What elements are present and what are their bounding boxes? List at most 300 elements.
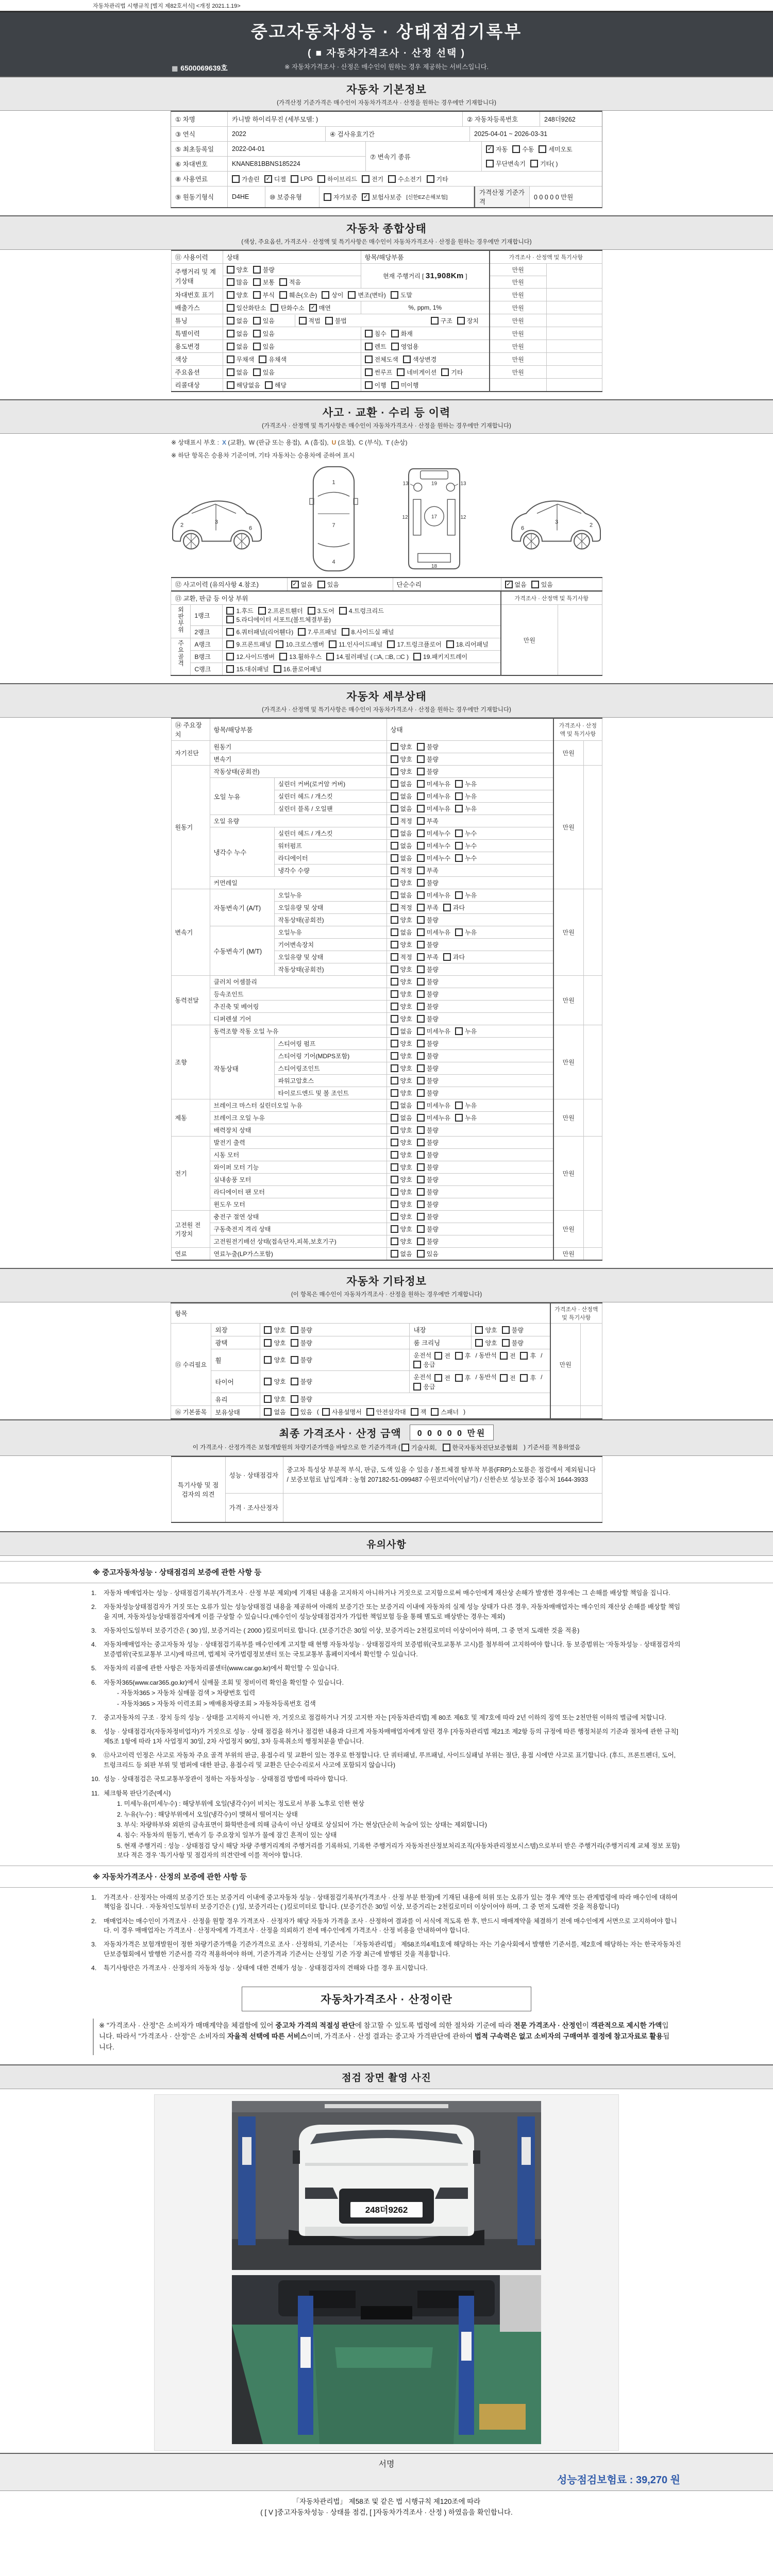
checkbox-icon[interactable] bbox=[391, 1052, 398, 1060]
checkbox-장치[interactable] bbox=[457, 316, 479, 325]
checkbox-없음[interactable] bbox=[391, 804, 412, 813]
checkbox-icon[interactable] bbox=[413, 1361, 421, 1368]
checkbox-부식[interactable] bbox=[253, 291, 275, 299]
checkbox-양호[interactable] bbox=[391, 1175, 412, 1184]
checkbox-icon[interactable] bbox=[253, 278, 261, 286]
price-note[interactable] bbox=[583, 1248, 602, 1261]
checkbox-불량[interactable] bbox=[417, 990, 439, 998]
checkbox-네비게이션[interactable] bbox=[397, 368, 436, 377]
price-note[interactable] bbox=[583, 1025, 602, 1099]
checkbox-없음[interactable] bbox=[391, 792, 412, 801]
checkbox-icon[interactable] bbox=[520, 1374, 528, 1382]
checkbox-icon[interactable] bbox=[455, 842, 463, 850]
price-note[interactable] bbox=[583, 889, 602, 976]
checkbox-icon[interactable] bbox=[226, 607, 234, 615]
checkbox-icon[interactable] bbox=[455, 891, 463, 899]
checked-checkbox-icon[interactable]: ✓ bbox=[264, 175, 272, 183]
checkbox-양호[interactable] bbox=[391, 1150, 412, 1159]
checkbox-icon[interactable] bbox=[520, 1352, 528, 1360]
checkbox-무단변속기[interactable] bbox=[486, 159, 526, 168]
checkbox-icon[interactable] bbox=[417, 1213, 425, 1221]
checkbox-icon[interactable] bbox=[227, 355, 234, 363]
checkbox-안전삼각대[interactable] bbox=[366, 1408, 406, 1416]
checkbox-미세누수[interactable] bbox=[417, 841, 450, 850]
checkbox-16.플로어패널[interactable] bbox=[274, 665, 322, 673]
checkbox-icon[interactable] bbox=[417, 904, 425, 911]
checkbox-9.프론트패널[interactable] bbox=[226, 640, 271, 649]
checkbox-icon[interactable] bbox=[417, 1040, 425, 1047]
price-note[interactable] bbox=[583, 976, 602, 1025]
checkbox-불량[interactable] bbox=[417, 1126, 439, 1134]
checkbox-icon[interactable] bbox=[417, 743, 425, 751]
checkbox-icon[interactable] bbox=[291, 175, 298, 183]
checkbox-양호[interactable] bbox=[475, 1338, 497, 1347]
checkbox-불량[interactable] bbox=[417, 1052, 439, 1060]
checkbox-icon[interactable] bbox=[475, 1339, 483, 1347]
checkbox-스패너[interactable] bbox=[431, 1408, 459, 1416]
checkbox-응급[interactable] bbox=[413, 1382, 435, 1391]
checkbox-icon[interactable] bbox=[391, 965, 398, 973]
checkbox-불법[interactable] bbox=[325, 316, 347, 325]
checkbox-icon[interactable] bbox=[291, 1395, 298, 1403]
checkbox-미세누유[interactable] bbox=[417, 1027, 450, 1036]
checkbox-icon[interactable] bbox=[391, 829, 398, 837]
checkbox-icon[interactable] bbox=[365, 381, 373, 389]
checkbox-매연[interactable] bbox=[309, 303, 331, 312]
checkbox-불량[interactable] bbox=[417, 878, 439, 887]
checkbox-불량[interactable] bbox=[291, 1338, 312, 1347]
checkbox-12.사이드멤버[interactable] bbox=[226, 652, 275, 661]
checkbox-색상변경[interactable] bbox=[403, 355, 436, 364]
checkbox-미세누유[interactable] bbox=[417, 1101, 450, 1110]
checkbox-양호[interactable] bbox=[391, 742, 412, 751]
checkbox-icon[interactable] bbox=[391, 1250, 398, 1258]
checkbox-icon[interactable] bbox=[411, 1408, 418, 1416]
opinion-text[interactable] bbox=[283, 1494, 602, 1522]
checkbox-icon[interactable] bbox=[417, 1077, 425, 1084]
checkbox-11.인사이드패널[interactable] bbox=[329, 640, 382, 649]
checked-checkbox-icon[interactable]: ✓ bbox=[486, 145, 494, 153]
checkbox-icon[interactable] bbox=[417, 879, 425, 887]
price-note[interactable] bbox=[583, 766, 602, 889]
checkbox-양호[interactable] bbox=[391, 1089, 412, 1097]
price-note[interactable] bbox=[583, 1137, 602, 1211]
checkbox-양호[interactable] bbox=[391, 1076, 412, 1085]
car-diagram-underbody-icon[interactable] bbox=[399, 463, 469, 575]
price-note[interactable] bbox=[546, 327, 602, 340]
checkbox-icon[interactable] bbox=[391, 780, 398, 788]
price-note[interactable] bbox=[546, 353, 602, 366]
checkbox-icon[interactable] bbox=[539, 145, 546, 153]
checkbox-부족[interactable] bbox=[417, 903, 439, 912]
checkbox-미세누유[interactable] bbox=[417, 928, 450, 937]
checkbox-icon[interactable] bbox=[431, 1408, 439, 1416]
checkbox-양호[interactable] bbox=[391, 977, 412, 986]
checkbox-icon[interactable] bbox=[253, 330, 261, 337]
checkbox-icon[interactable] bbox=[391, 879, 398, 887]
checkbox-icon[interactable] bbox=[264, 1356, 272, 1364]
checkbox-icon[interactable] bbox=[417, 854, 425, 862]
checkbox-icon[interactable] bbox=[348, 291, 356, 299]
checkbox-icon[interactable] bbox=[253, 368, 261, 376]
checkbox-icon[interactable] bbox=[322, 291, 329, 299]
checkbox-불량[interactable] bbox=[291, 1326, 312, 1334]
checkbox-없음[interactable] bbox=[291, 580, 313, 589]
checkbox-icon[interactable] bbox=[417, 755, 425, 763]
checkbox-수동[interactable] bbox=[512, 145, 534, 154]
checkbox-있음[interactable] bbox=[317, 580, 339, 589]
checkbox-icon[interactable] bbox=[417, 1015, 425, 1023]
checkbox-icon[interactable] bbox=[391, 867, 398, 874]
checkbox-icon[interactable] bbox=[253, 291, 261, 299]
checkbox-누유[interactable] bbox=[455, 928, 477, 937]
checkbox-icon[interactable] bbox=[500, 1352, 508, 1360]
checkbox-미세누유[interactable] bbox=[417, 804, 450, 813]
price-note[interactable] bbox=[546, 289, 602, 301]
checkbox-자가보증[interactable] bbox=[324, 193, 357, 201]
checkbox-icon[interactable] bbox=[455, 792, 463, 800]
checkbox-icon[interactable] bbox=[227, 317, 234, 325]
checkbox-탄화수소[interactable] bbox=[271, 303, 304, 312]
checkbox-icon[interactable] bbox=[227, 278, 234, 286]
checkbox-icon[interactable] bbox=[391, 291, 398, 299]
car-diagram-side-left-icon[interactable] bbox=[165, 464, 268, 574]
price-note[interactable] bbox=[546, 379, 602, 392]
price-note[interactable] bbox=[546, 314, 602, 327]
car-diagram-top-icon[interactable] bbox=[304, 463, 363, 575]
checkbox-불량[interactable] bbox=[417, 767, 439, 776]
checkbox-없음[interactable] bbox=[391, 1249, 412, 1258]
checkbox-icon[interactable] bbox=[322, 1408, 330, 1416]
checkbox-icon[interactable] bbox=[417, 1225, 425, 1233]
checkbox-양호[interactable] bbox=[391, 767, 412, 776]
checkbox-icon[interactable] bbox=[502, 1339, 510, 1347]
checkbox-icon[interactable] bbox=[387, 640, 395, 648]
checkbox-icon[interactable] bbox=[365, 355, 373, 363]
checkbox-불량[interactable] bbox=[417, 965, 439, 974]
checkbox-양호[interactable] bbox=[391, 755, 412, 764]
checkbox-1.후드[interactable] bbox=[226, 606, 253, 615]
checkbox-있음[interactable] bbox=[417, 1249, 439, 1258]
checkbox-없음[interactable] bbox=[391, 841, 412, 850]
checkbox-icon[interactable] bbox=[417, 978, 425, 986]
checkbox-icon[interactable] bbox=[391, 891, 398, 899]
checkbox-양호[interactable] bbox=[264, 1326, 285, 1334]
checkbox-불량[interactable] bbox=[417, 1163, 439, 1172]
checkbox-icon[interactable] bbox=[226, 640, 234, 648]
checkbox-전기[interactable] bbox=[362, 175, 383, 183]
checkbox-양호[interactable] bbox=[475, 1326, 497, 1334]
checkbox-icon[interactable] bbox=[391, 768, 398, 775]
checkbox-없음[interactable] bbox=[227, 342, 248, 351]
checkbox-icon[interactable] bbox=[391, 1027, 398, 1035]
checkbox-icon[interactable] bbox=[264, 1395, 272, 1403]
checkbox-누수[interactable] bbox=[455, 829, 477, 838]
checkbox-불량[interactable] bbox=[417, 1175, 439, 1184]
checkbox-불량[interactable] bbox=[417, 1150, 439, 1159]
checkbox-있음[interactable] bbox=[253, 342, 275, 351]
checkbox-불량[interactable] bbox=[417, 1237, 439, 1246]
checkbox-적정[interactable] bbox=[391, 866, 412, 875]
checkbox-미세누유[interactable] bbox=[417, 1113, 450, 1122]
checkbox-양호[interactable] bbox=[391, 1064, 412, 1073]
checkbox-후[interactable] bbox=[520, 1351, 536, 1360]
checkbox-훼손(오손)[interactable] bbox=[279, 291, 317, 299]
price-note[interactable] bbox=[558, 605, 602, 676]
checkbox-영업용[interactable] bbox=[391, 342, 419, 351]
checkbox-불량[interactable] bbox=[417, 1188, 439, 1196]
checkbox-미세누수[interactable] bbox=[417, 854, 450, 862]
checkbox-icon[interactable] bbox=[417, 780, 425, 788]
checkbox-icon[interactable] bbox=[391, 990, 398, 998]
checked-checkbox-icon[interactable]: ✓ bbox=[362, 193, 369, 201]
checkbox-icon[interactable] bbox=[227, 304, 234, 312]
checkbox-양호[interactable] bbox=[391, 1126, 412, 1134]
checkbox-부족[interactable] bbox=[417, 866, 439, 875]
checkbox-icon[interactable] bbox=[502, 1326, 510, 1334]
checkbox-누유[interactable] bbox=[455, 792, 477, 801]
checkbox-LPG[interactable] bbox=[291, 175, 313, 183]
checkbox-양호[interactable] bbox=[391, 990, 412, 998]
checkbox-응급[interactable] bbox=[413, 1360, 435, 1369]
checkbox-icon[interactable] bbox=[391, 1003, 398, 1010]
checkbox-양호[interactable] bbox=[391, 1200, 412, 1209]
checkbox-기타[interactable] bbox=[427, 175, 448, 183]
checkbox-잭[interactable] bbox=[411, 1408, 427, 1416]
checkbox-icon[interactable] bbox=[388, 175, 396, 183]
checkbox-양호[interactable] bbox=[391, 1039, 412, 1048]
checkbox-icon[interactable] bbox=[417, 817, 425, 825]
checkbox-14.필러패널 ( □A, □B, □C )[interactable] bbox=[326, 652, 409, 661]
checkbox-양호[interactable] bbox=[391, 1163, 412, 1172]
checkbox-icon[interactable] bbox=[413, 1383, 421, 1391]
checkbox-누유[interactable] bbox=[455, 1113, 477, 1122]
checkbox-icon[interactable] bbox=[391, 1126, 398, 1134]
checkbox-무채색[interactable] bbox=[227, 355, 255, 364]
checkbox-불량[interactable] bbox=[417, 755, 439, 764]
checkbox-icon[interactable] bbox=[530, 160, 538, 167]
price-note[interactable] bbox=[583, 1211, 602, 1248]
checkbox-양호[interactable] bbox=[264, 1377, 285, 1386]
checkbox-icon[interactable] bbox=[417, 990, 425, 998]
checkbox-icon[interactable] bbox=[455, 1374, 463, 1382]
checkbox-적음[interactable] bbox=[279, 278, 301, 286]
checkbox-17.트렁크플로어[interactable] bbox=[387, 640, 441, 649]
checkbox-2.프론트휀더[interactable] bbox=[258, 606, 303, 615]
checkbox-icon[interactable] bbox=[227, 343, 234, 350]
checkbox-양호[interactable] bbox=[391, 1225, 412, 1233]
checkbox-양호[interactable] bbox=[391, 916, 412, 924]
checkbox-icon[interactable] bbox=[391, 842, 398, 850]
checkbox-하이브리드[interactable] bbox=[317, 175, 357, 183]
checkbox-icon[interactable] bbox=[455, 854, 463, 862]
price-note[interactable] bbox=[546, 301, 602, 314]
checkbox-적정[interactable] bbox=[391, 953, 412, 961]
checkbox-icon[interactable] bbox=[227, 330, 234, 337]
checkbox-icon[interactable] bbox=[391, 1238, 398, 1245]
checkbox-15.대쉬패널[interactable] bbox=[226, 665, 268, 673]
checkbox-없음[interactable] bbox=[391, 928, 412, 937]
checkbox-누유[interactable] bbox=[455, 1101, 477, 1110]
checkbox-icon[interactable] bbox=[486, 160, 494, 167]
checkbox-없음[interactable] bbox=[227, 368, 248, 377]
checkbox-누수[interactable] bbox=[455, 854, 477, 862]
checkbox-icon[interactable] bbox=[279, 291, 287, 299]
checkbox-icon[interactable] bbox=[417, 1163, 425, 1171]
checkbox-불량[interactable] bbox=[291, 1355, 312, 1364]
checkbox-렌트[interactable] bbox=[365, 342, 386, 351]
checkbox-있음[interactable] bbox=[531, 580, 553, 589]
checkbox-불량[interactable] bbox=[417, 742, 439, 751]
checkbox-세미오토[interactable] bbox=[539, 145, 572, 154]
checkbox-icon[interactable] bbox=[417, 916, 425, 924]
checkbox-과다[interactable] bbox=[443, 903, 465, 912]
checkbox-전[interactable] bbox=[500, 1374, 516, 1382]
checkbox-icon[interactable] bbox=[324, 193, 331, 201]
checkbox-불량[interactable] bbox=[291, 1395, 312, 1403]
checkbox-icon[interactable] bbox=[417, 891, 425, 899]
checkbox-일산화탄소[interactable] bbox=[227, 303, 266, 312]
checkbox-전[interactable] bbox=[500, 1351, 516, 1360]
price-note[interactable] bbox=[583, 1099, 602, 1137]
checkbox-icon[interactable] bbox=[455, 829, 463, 837]
checkbox-icon[interactable] bbox=[401, 1444, 409, 1451]
opinion-text[interactable]: 중고차 특성상 부분적 부식, 판금, 도색 있을 수 있음 / 볼트체결 탈부착 부품(FRP)소모품은 점검에서 제외됩니다 / 보증보험료 납입계좌 : 농협 207182-51-099487 수원코리아(이남기) / 신한손보 성능보증 접수처 1644-3933 bbox=[283, 1456, 602, 1494]
checkbox-icon[interactable] bbox=[391, 953, 398, 961]
checkbox-icon[interactable] bbox=[475, 1326, 483, 1334]
checkbox-icon[interactable] bbox=[299, 317, 307, 325]
price-note[interactable] bbox=[546, 264, 602, 289]
checkbox-불량[interactable] bbox=[417, 940, 439, 949]
checkbox-기타( )[interactable] bbox=[530, 159, 558, 168]
checkbox-icon[interactable] bbox=[417, 1089, 425, 1097]
checkbox-icon[interactable] bbox=[417, 1126, 425, 1134]
checkbox-변조(변타)[interactable] bbox=[348, 291, 385, 299]
checkbox-도말[interactable] bbox=[391, 291, 412, 299]
checkbox-불량[interactable] bbox=[417, 1138, 439, 1147]
checkbox-icon[interactable] bbox=[391, 1151, 398, 1159]
checkbox-icon[interactable] bbox=[339, 607, 347, 615]
checkbox-icon[interactable] bbox=[298, 628, 306, 636]
checkbox-icon[interactable] bbox=[391, 1064, 398, 1072]
checkbox-과다[interactable] bbox=[443, 953, 465, 961]
checkbox-icon[interactable] bbox=[276, 640, 283, 648]
checkbox-불량[interactable] bbox=[502, 1326, 524, 1334]
checkbox-기술사회,[interactable] bbox=[401, 1443, 437, 1452]
checkbox-불량[interactable] bbox=[417, 1225, 439, 1233]
checkbox-icon[interactable] bbox=[265, 381, 273, 389]
checkbox-icon[interactable] bbox=[455, 1027, 463, 1035]
checkbox-침수[interactable] bbox=[365, 329, 386, 338]
checkbox-icon[interactable] bbox=[417, 1139, 425, 1146]
checkbox-icon[interactable] bbox=[391, 1225, 398, 1233]
checkbox-불량[interactable] bbox=[417, 1212, 439, 1221]
checkbox-없음[interactable] bbox=[391, 891, 412, 900]
checkbox-icon[interactable] bbox=[455, 1352, 463, 1360]
checkbox-icon[interactable] bbox=[259, 355, 266, 363]
checkbox-icon[interactable] bbox=[403, 355, 411, 363]
checkbox-icon[interactable] bbox=[417, 805, 425, 812]
checkbox-없음[interactable] bbox=[391, 1101, 412, 1110]
checkbox-icon[interactable] bbox=[417, 941, 425, 948]
checkbox-icon[interactable] bbox=[226, 616, 234, 623]
checkbox-icon[interactable] bbox=[391, 928, 398, 936]
checkbox-icon[interactable] bbox=[417, 1188, 425, 1196]
checkbox-미세누유[interactable] bbox=[417, 792, 450, 801]
checkbox-icon[interactable] bbox=[391, 755, 398, 763]
checkbox-icon[interactable] bbox=[417, 842, 425, 850]
checkbox-icon[interactable] bbox=[317, 581, 325, 588]
checkbox-icon[interactable] bbox=[391, 1200, 398, 1208]
checkbox-icon[interactable] bbox=[391, 1139, 398, 1146]
checkbox-icon[interactable] bbox=[457, 317, 465, 325]
checkbox-불량[interactable] bbox=[253, 265, 275, 274]
checkbox-가솔린[interactable] bbox=[232, 175, 260, 183]
checkbox-없음[interactable] bbox=[391, 854, 412, 862]
checkbox-icon[interactable] bbox=[417, 867, 425, 874]
checkbox-icon[interactable] bbox=[291, 1378, 298, 1385]
checkbox-icon[interactable] bbox=[397, 368, 405, 376]
checkbox-없음[interactable] bbox=[505, 580, 527, 589]
checkbox-icon[interactable] bbox=[443, 904, 451, 911]
checkbox-icon[interactable] bbox=[417, 1027, 425, 1035]
checkbox-icon[interactable] bbox=[391, 1114, 398, 1122]
checkbox-icon[interactable] bbox=[391, 330, 399, 337]
checkbox-icon[interactable] bbox=[226, 653, 234, 660]
checkbox-icon[interactable] bbox=[413, 653, 421, 660]
checkbox-적정[interactable] bbox=[391, 903, 412, 912]
checkbox-icon[interactable] bbox=[391, 1163, 398, 1171]
checkbox-누유[interactable] bbox=[455, 804, 477, 813]
checkbox-icon[interactable] bbox=[391, 941, 398, 948]
checkbox-icon[interactable] bbox=[291, 1408, 298, 1416]
checkbox-icon[interactable] bbox=[417, 1101, 425, 1109]
checkbox-icon[interactable] bbox=[391, 817, 398, 825]
checkbox-없음[interactable] bbox=[227, 329, 248, 338]
checkbox-불량[interactable] bbox=[417, 977, 439, 986]
checkbox-양호[interactable] bbox=[391, 1188, 412, 1196]
checkbox-양호[interactable] bbox=[264, 1355, 285, 1364]
checkbox-적법[interactable] bbox=[299, 316, 321, 325]
checkbox-8.사이드실 패널[interactable] bbox=[342, 628, 394, 636]
checkbox-양호[interactable] bbox=[391, 965, 412, 974]
checkbox-누유[interactable] bbox=[455, 891, 477, 900]
checkbox-icon[interactable] bbox=[366, 1408, 374, 1416]
checkbox-부족[interactable] bbox=[417, 817, 439, 825]
checkbox-불량[interactable] bbox=[417, 1089, 439, 1097]
checked-checkbox-icon[interactable]: ✓ bbox=[291, 581, 299, 588]
checkbox-13.휠하우스[interactable] bbox=[279, 652, 322, 661]
checkbox-icon[interactable] bbox=[253, 317, 261, 325]
checkbox-icon[interactable] bbox=[279, 278, 287, 286]
checkbox-icon[interactable] bbox=[391, 805, 398, 812]
checkbox-icon[interactable] bbox=[226, 665, 234, 673]
checkbox-디젤[interactable] bbox=[264, 175, 286, 183]
checkbox-부족[interactable] bbox=[417, 953, 439, 961]
checkbox-양호[interactable] bbox=[391, 878, 412, 887]
checkbox-있음[interactable] bbox=[291, 1408, 312, 1416]
checkbox-icon[interactable] bbox=[271, 304, 278, 312]
checkbox-유채색[interactable] bbox=[259, 355, 287, 364]
checkbox-불량[interactable] bbox=[417, 1014, 439, 1023]
checkbox-많음[interactable] bbox=[227, 278, 248, 286]
inspection-photo-underbody[interactable] bbox=[232, 2275, 541, 2444]
checkbox-icon[interactable] bbox=[258, 607, 266, 615]
checkbox-한국자동차진단보증협회[interactable] bbox=[443, 1443, 518, 1452]
checkbox-icon[interactable] bbox=[417, 1200, 425, 1208]
checkbox-구조[interactable] bbox=[431, 316, 452, 325]
checkbox-icon[interactable] bbox=[434, 1352, 442, 1360]
